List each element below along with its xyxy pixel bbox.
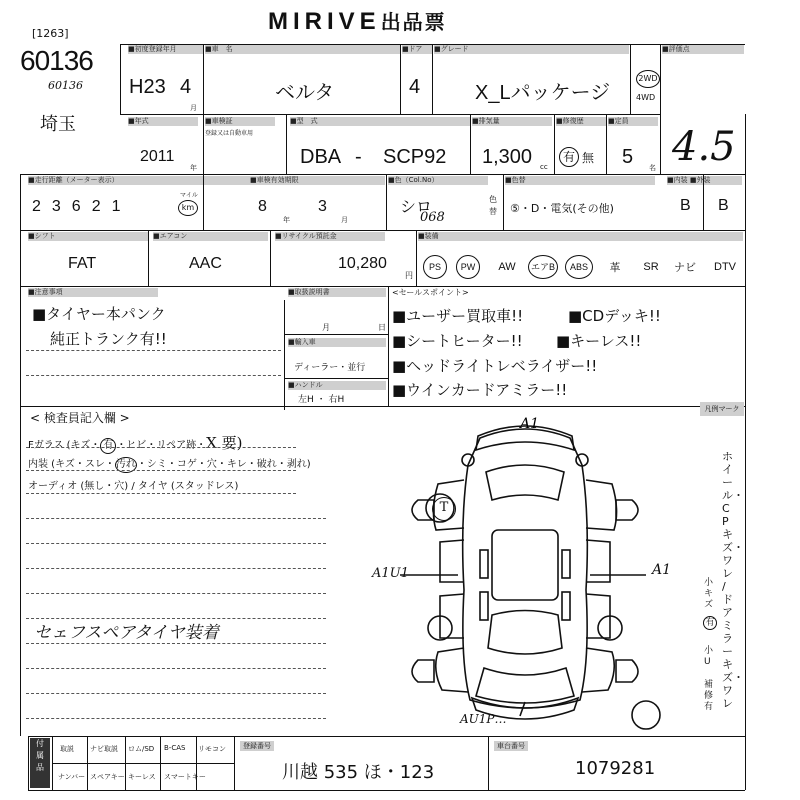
option-abs-label: ABS bbox=[565, 255, 593, 279]
legend-corner: 凡例マーク bbox=[700, 402, 744, 416]
form-title-jp: 出品票 bbox=[380, 12, 447, 34]
door-count: 4 bbox=[409, 76, 421, 98]
hdr-inspection: ■車検証 bbox=[205, 117, 275, 126]
hdr-seats: ■定員 bbox=[608, 117, 658, 126]
mark-top: A1 bbox=[520, 416, 540, 432]
glass-hand: X 要) bbox=[206, 434, 243, 452]
acc-spare-key: スペアキー bbox=[90, 773, 125, 781]
hdr-car-name: ■車 名 bbox=[205, 45, 400, 54]
hdr-displacement: ■排気量 bbox=[472, 117, 552, 126]
hdr-recycle: ■リサイクル預託金 bbox=[275, 232, 385, 241]
hdr-color-change: ■色替 bbox=[505, 176, 655, 185]
option-sunroof bbox=[636, 250, 666, 284]
repair-no: 無 bbox=[582, 151, 595, 165]
hdr-grade: ■グレード bbox=[434, 45, 629, 54]
acc-navi-manual: ナビ取説 bbox=[90, 745, 118, 753]
note-line-1: ■タイヤー本パンク bbox=[32, 305, 166, 323]
sales-point-6: ■ウインカードアミラー!! bbox=[392, 381, 568, 399]
acc-bcas: B-CAS bbox=[164, 744, 186, 752]
lot-number: 60136 bbox=[20, 45, 93, 76]
sales-point-3: ■シートヒーター!! bbox=[392, 332, 523, 350]
hdr-notes: ■注意事項 bbox=[28, 288, 158, 297]
interior-circled: 汚れ bbox=[115, 457, 137, 473]
displacement: 1,300 bbox=[482, 146, 533, 168]
transmission: FAT bbox=[68, 255, 97, 272]
hdr-transmission: ■シフト bbox=[28, 232, 148, 241]
chassis-label: 車台番号 bbox=[494, 741, 528, 751]
grade: X_Lパッケージ bbox=[475, 82, 611, 104]
drive-2wd: 2WD bbox=[636, 70, 660, 88]
mileage: 23621 bbox=[32, 198, 132, 215]
hdr-color: ■色（Col.No） bbox=[388, 176, 488, 185]
interior-label: 内装 (キズ・スレ・ bbox=[28, 459, 115, 470]
option-sunroof-label: SR bbox=[643, 261, 659, 273]
car-name: ベルタ bbox=[275, 82, 335, 104]
acc-manual: 取説 bbox=[60, 745, 74, 753]
model-dash: - bbox=[355, 146, 362, 168]
option-ps-label: PS bbox=[423, 255, 447, 279]
note-line-2: 純正トランク有!! bbox=[50, 330, 167, 348]
lot-number-handwritten: 60136 bbox=[48, 79, 83, 92]
shaken-month: 3 bbox=[318, 198, 327, 215]
hdr-aircon: ■エアコン bbox=[153, 232, 268, 241]
body-color: シロ bbox=[400, 199, 433, 216]
mark-t: T bbox=[432, 497, 456, 521]
side-small-u: 小U bbox=[704, 646, 714, 667]
option-ps bbox=[420, 250, 450, 284]
option-dtv bbox=[708, 250, 742, 284]
option-pw bbox=[453, 250, 483, 284]
reg-note: 登録又は自動車用 bbox=[205, 130, 254, 137]
hdr-model-type: ■型 式 bbox=[290, 117, 470, 126]
acc-number: ナンバー bbox=[58, 773, 86, 781]
shaken-year-unit: 年 bbox=[283, 216, 290, 224]
option-airbag bbox=[524, 250, 562, 284]
acc-remote: リモコン bbox=[198, 745, 226, 753]
interior-rest: ・シミ・コゲ・穴・キレ・破れ・剥れ) bbox=[136, 459, 311, 470]
mark-right: A1 bbox=[652, 562, 672, 578]
model-year: 2011 bbox=[140, 148, 175, 165]
dealer-type: ディーラー・並行 bbox=[294, 363, 366, 373]
glass-label: Fガラス (キズ・ bbox=[28, 440, 101, 451]
mark-bottom: AU1P… bbox=[460, 712, 507, 726]
handle-side: 左H ・ 右H bbox=[298, 395, 345, 405]
sales-point-4: ■キーレス!! bbox=[556, 332, 642, 350]
manual-day: 日 bbox=[378, 323, 386, 332]
side-text: ホイール・CPキズ・ワレ / ドアミラーキズ・ワレ bbox=[722, 450, 744, 710]
seat-unit: 名 bbox=[649, 164, 656, 172]
chassis-number: 1079281 bbox=[575, 758, 656, 779]
option-navi bbox=[670, 250, 700, 284]
acc-smart-key: スマートキー bbox=[164, 773, 206, 781]
hdr-first-reg: ■初度登録年月 bbox=[128, 45, 203, 54]
exterior-grade: B bbox=[718, 197, 729, 214]
glass-line bbox=[28, 432, 242, 454]
hdr-shaken: ■車検有効期限 bbox=[250, 176, 385, 185]
manual-month: 月 bbox=[322, 323, 330, 332]
option-navi-label: ナビ bbox=[674, 262, 696, 274]
year-unit: 年 bbox=[190, 164, 197, 172]
hdr-int-ext: ■内装 ■外装 bbox=[667, 176, 742, 185]
acc-keyless: キーレス bbox=[128, 773, 156, 781]
hdr-import: ■輸入車 bbox=[288, 338, 386, 347]
recycle-fee: 10,280 bbox=[338, 255, 387, 272]
audio-line: オーディオ (無し・穴) / タイヤ (スタッドレス) bbox=[28, 481, 239, 492]
glass-circled: 有 bbox=[100, 438, 116, 454]
model-type: SCP92 bbox=[383, 146, 447, 168]
lot-bracket: [1263] bbox=[32, 27, 69, 40]
plate-label: 登録番号 bbox=[240, 741, 274, 751]
repair-yes: 有 bbox=[559, 147, 579, 167]
hdr-manual: ■取扱説明書 bbox=[288, 288, 386, 297]
form-title bbox=[268, 6, 447, 36]
model-code: DBA bbox=[300, 146, 342, 168]
handwritten-note: セェフスペアタイヤ装着 bbox=[34, 623, 219, 643]
color-label: 色 替 bbox=[489, 195, 497, 216]
hdr-handle: ■ハンドル bbox=[288, 381, 386, 390]
glass-rest: ・ヒビ・リペア跡・ bbox=[116, 440, 207, 451]
mile-label: マイル bbox=[180, 192, 198, 199]
sales-point-1: ■ユーザー買取車!! bbox=[392, 307, 524, 325]
option-leather-label: 革 bbox=[609, 262, 621, 274]
sales-header: <セールスポイント> bbox=[392, 288, 469, 297]
month-unit: 月 bbox=[190, 104, 197, 112]
option-aw bbox=[489, 250, 525, 284]
form-title-brand: MIRIVE bbox=[268, 8, 381, 35]
option-airbag-label: エアB bbox=[528, 255, 558, 279]
mileage-unit: km bbox=[178, 200, 198, 216]
aircon: AAC bbox=[189, 255, 222, 272]
hdr-doors: ■ドア bbox=[402, 45, 432, 54]
hdr-model-year: ■年式 bbox=[128, 117, 198, 126]
color-code: 068 bbox=[420, 210, 445, 225]
displacement-unit: cc bbox=[540, 163, 548, 171]
hdr-evaluation: ■評価点 bbox=[662, 45, 744, 54]
sales-point-5: ■ヘッドライトレベライザー!! bbox=[392, 357, 598, 375]
sales-point-2: ■CDデッキ!! bbox=[568, 307, 661, 325]
inspector-title: < 検査員記入欄 > bbox=[30, 411, 130, 425]
option-pw-label: PW bbox=[456, 255, 480, 279]
color-change: ⑤・D・電気(その他) bbox=[510, 202, 614, 215]
acc-rom-sd: ロム/SD bbox=[128, 745, 155, 753]
option-dtv-label: DTV bbox=[714, 261, 736, 273]
car-diagram bbox=[360, 410, 690, 740]
prefecture: 埼玉 bbox=[40, 114, 76, 135]
era-year: H23 bbox=[129, 76, 166, 98]
shaken-month-unit: 月 bbox=[341, 216, 348, 224]
hdr-equipment: ■装備 bbox=[418, 232, 743, 241]
plate-number: 川越 535 ほ・123 bbox=[282, 762, 435, 783]
first-reg-month: 4 bbox=[180, 76, 192, 98]
interior-grade: B bbox=[680, 197, 691, 214]
hdr-mileage: ■走行距離（メーター表示） bbox=[28, 176, 263, 185]
recycle-unit: 円 bbox=[405, 271, 413, 280]
shaken-year: 8 bbox=[258, 198, 267, 215]
footer-tag: 付 属 品 bbox=[30, 738, 50, 788]
side-circled: 有 bbox=[703, 616, 717, 630]
side-repair: 補修有 bbox=[704, 680, 714, 712]
side-small-scratch: 小キズ bbox=[704, 578, 714, 610]
evaluation-score: 4.5 bbox=[672, 124, 736, 170]
drive-4wd: 4WD bbox=[636, 93, 656, 102]
seat-count: 5 bbox=[622, 146, 634, 168]
option-leather bbox=[600, 250, 630, 284]
hdr-repair: ■修復歴 bbox=[556, 117, 606, 126]
mark-left: A1U1 bbox=[372, 566, 409, 581]
option-aw-label: AW bbox=[498, 261, 516, 273]
option-abs bbox=[562, 250, 596, 284]
